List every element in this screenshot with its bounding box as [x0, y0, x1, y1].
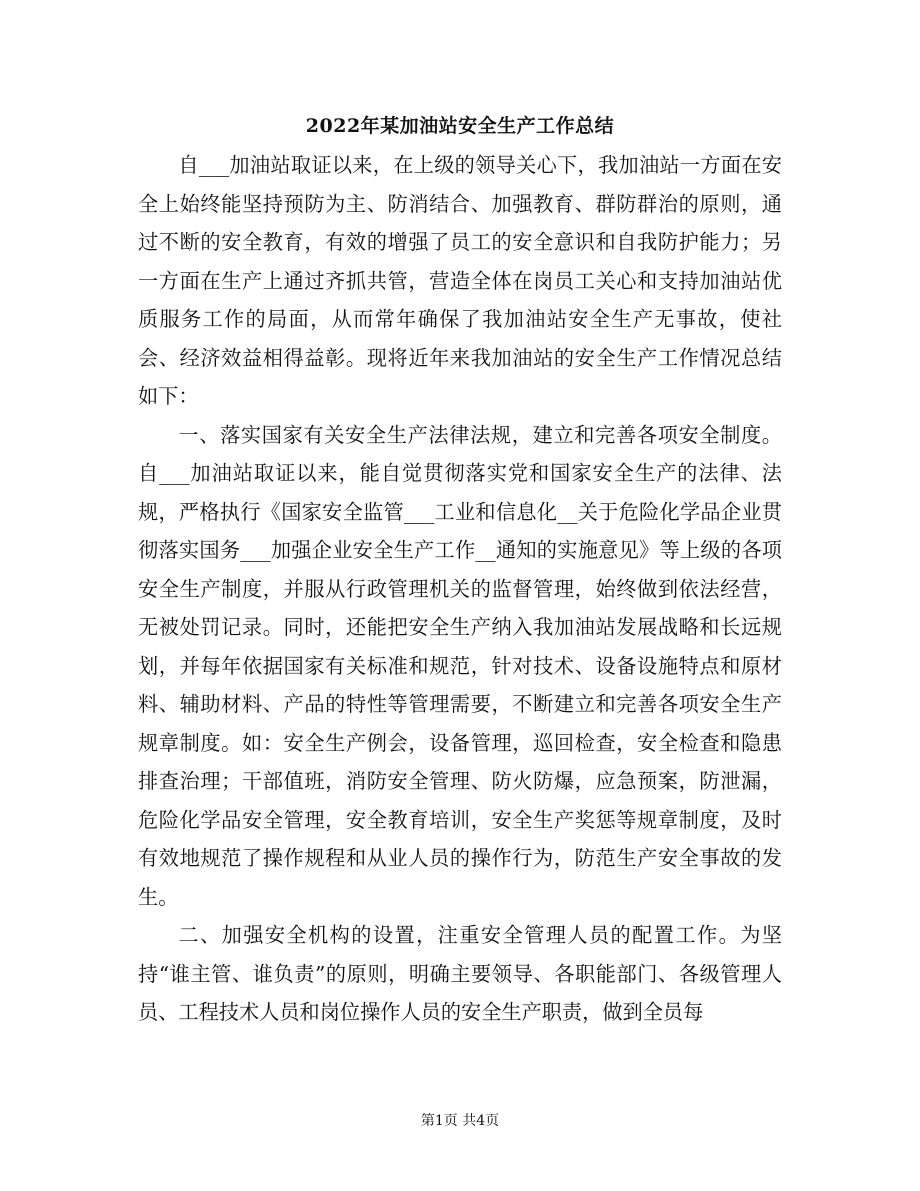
body-paragraph-3: 二、加强安全机构的设置，注重安全管理人员的配置工作。为坚持“谁主管、谁负责”的原则，明确主要领导、各职能部门、各级管理人员、工程技术人员和岗位操作人员的安全生产职责，做到全员每 — [138, 923, 782, 1024]
body-paragraph-2: 一、落实国家有关安全生产法律法规，建立和完善各项安全制度。自___加油站取证以来，能自觉贯彻落实党和国家安全生产的法律、法规，严格执行《国家安全监管___工业和信息化__关于危险化学品企业贯彻落实国务___加强企业安全生产工作__通知的实施意见》等上级的各项安全生产制度，并服从行政管理机关的监督管理，始终做到依法经营，无被处罚记录。同时，还能把安全生产纳入我加油站发展战略和长远规划，并每年依据国家有关标准和规范，针对技术、设备设施特点和原材料、辅助材料、产品的特性等管理需要，不断建立和完善各项安全生产规章制度。如：安全生产例会，设备管理，巡回检查，安全检查和隐患排查治理；干部值班，消防安全管理、防火防爆，应急预案，防泄漏，危险化学品安全管理，安全教育培训，安全生产奖惩等规章制度，及时有效地规范了操作规程和从业人员的操作行为，防范生产安全事故的发生。 — [138, 422, 782, 909]
document-body — [138, 146, 782, 1032]
document-title: 2022年某加油站安全生产工作总结 — [305, 115, 615, 137]
page-number-footer: 第1页 共4页 — [420, 1113, 500, 1129]
body-paragraph-1: 自___加油站取证以来，在上级的领导关心下，我加油站一方面在安全上始终能坚持预防为主、防消结合、加强教育、群防群治的原则，通过不断的安全教育，有效的增强了员工的安全意识和自我防护能力；另一方面在生产上通过齐抓共管，营造全体在岗员工关心和支持加油站优质服务工作的局面，从而常年确保了我加油站安全生产无事故，使社会、经济效益相得益彰。现将近年来我加油站的安全生产工作情况总结如下： — [138, 153, 782, 408]
